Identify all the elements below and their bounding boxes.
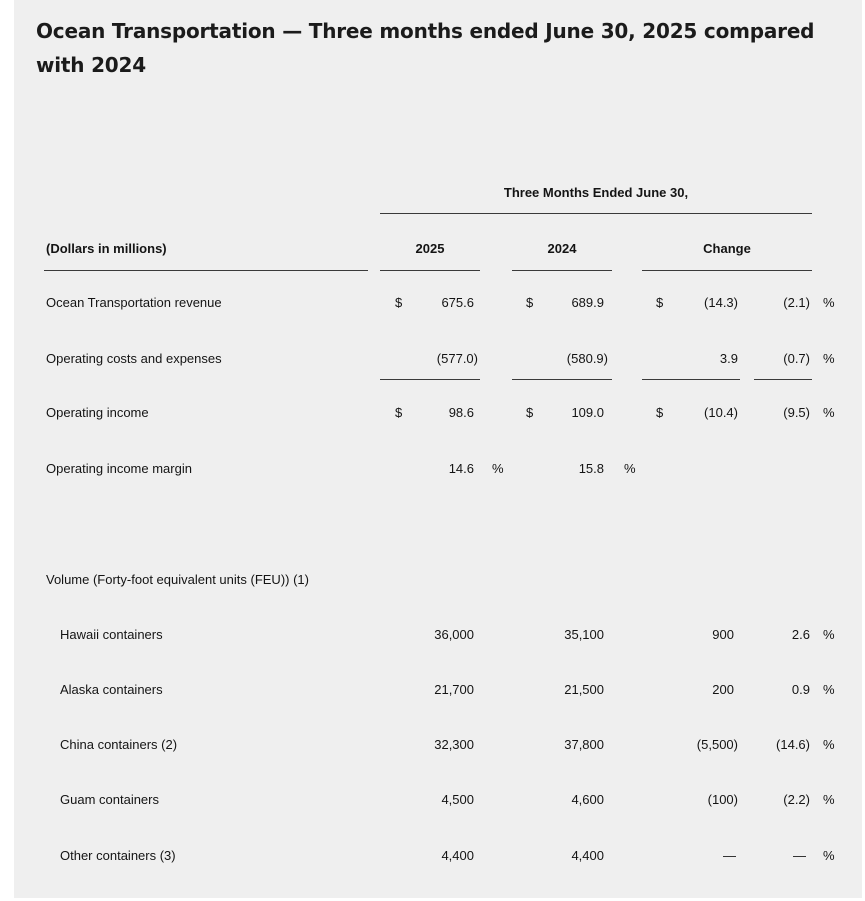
percent-sign: % — [624, 461, 636, 476]
change-percent: — — [793, 848, 806, 863]
change-value: — — [723, 848, 736, 863]
change-value: (5,500) — [696, 737, 738, 752]
document-panel — [14, 0, 862, 898]
value-2024: 35,100 — [564, 627, 604, 642]
change-percent: 0.9 — [791, 682, 810, 697]
value-2024: 21,500 — [564, 682, 604, 697]
change-percent: (9.5) — [783, 405, 810, 420]
col-2024-rule — [512, 270, 612, 271]
row-label: Hawaii containers — [60, 627, 163, 642]
subtotal-rule-percent — [754, 379, 812, 380]
value-2024: 689.9 — [571, 295, 604, 310]
change-percent: (14.6) — [776, 737, 810, 752]
value-2024: 15.8 — [578, 461, 604, 476]
change-percent: (2.1) — [783, 295, 810, 310]
value-2024: 4,400 — [571, 848, 604, 863]
change-value: (14.3) — [704, 295, 738, 310]
value-2024: (580.9) — [566, 351, 608, 366]
value-2025: 4,500 — [441, 792, 474, 807]
currency-sign: $ — [395, 405, 403, 420]
row-label: Operating costs and expenses — [46, 351, 222, 366]
percent-sign: % — [823, 682, 835, 697]
row-label: Ocean Transportation revenue — [46, 295, 222, 310]
subtotal-rule-2025 — [380, 379, 480, 380]
percent-sign: % — [492, 461, 504, 476]
value-2025: 675.6 — [441, 295, 474, 310]
change-percent: (0.7) — [783, 351, 810, 366]
percent-sign: % — [823, 405, 835, 420]
value-2024: 4,600 — [571, 792, 604, 807]
row-label: Alaska containers — [60, 682, 163, 697]
currency-sign: $ — [526, 405, 534, 420]
col-2025-rule — [380, 270, 480, 271]
header-rule — [380, 213, 812, 214]
percent-sign: % — [823, 737, 835, 752]
value-2025: 21,700 — [434, 682, 474, 697]
volume-section-header: Volume (Forty-foot equivalent units (FEU)) (1) — [46, 572, 309, 587]
unit-label: (Dollars in millions) — [46, 241, 167, 256]
period-header: Three Months Ended June 30, — [503, 185, 689, 200]
row-label: China containers (2) — [60, 737, 178, 752]
change-value: 900 — [712, 627, 734, 642]
currency-sign: $ — [526, 295, 534, 310]
currency-sign: $ — [656, 405, 664, 420]
value-2025: 98.6 — [448, 405, 474, 420]
change-value: (100) — [707, 792, 738, 807]
page-title: Ocean Transportation — Three months ended June 30, 2025 compared with 2024 — [36, 19, 815, 77]
value-2025: 14.6 — [448, 461, 474, 476]
percent-sign: % — [823, 848, 835, 863]
col-header-change: Change — [703, 241, 751, 256]
col-header-2025: 2025 — [415, 241, 445, 256]
row-label: Guam containers — [60, 792, 159, 807]
change-value: 200 — [712, 682, 734, 697]
change-percent: (2.2) — [783, 792, 810, 807]
row-label: Other containers (3) — [60, 848, 176, 863]
change-value: 3.9 — [719, 351, 738, 366]
row-label: Operating income margin — [46, 461, 192, 476]
percent-sign: % — [823, 351, 835, 366]
value-2024: 37,800 — [564, 737, 604, 752]
currency-sign: $ — [395, 295, 403, 310]
percent-sign: % — [823, 627, 835, 642]
subtotal-rule-change — [642, 379, 740, 380]
col-change-rule — [642, 270, 812, 271]
col-header-2024: 2024 — [547, 241, 577, 256]
subtotal-rule-2024 — [512, 379, 612, 380]
row-label: Operating income — [46, 405, 149, 420]
percent-sign: % — [823, 792, 835, 807]
percent-sign: % — [823, 295, 835, 310]
value-2025: 36,000 — [434, 627, 474, 642]
change-percent: 2.6 — [791, 627, 810, 642]
currency-sign: $ — [656, 295, 664, 310]
change-value: (10.4) — [704, 405, 738, 420]
value-2025: 4,400 — [441, 848, 474, 863]
value-2024: 109.0 — [571, 405, 604, 420]
value-2025: (577.0) — [436, 351, 478, 366]
value-2025: 32,300 — [434, 737, 474, 752]
label-column-rule — [44, 270, 368, 271]
